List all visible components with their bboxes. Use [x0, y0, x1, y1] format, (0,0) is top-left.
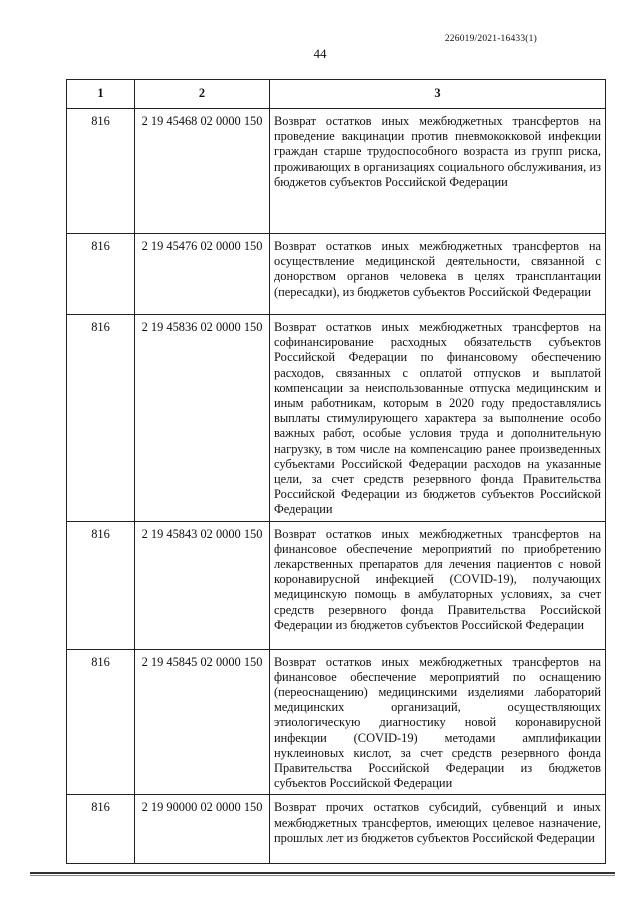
- scan-edge-line: [30, 875, 615, 876]
- column-header-1: 1: [67, 80, 135, 109]
- kbk-code-cell: 2 19 45845 02 0000 150: [135, 649, 270, 795]
- admin-code-cell: 816: [67, 234, 135, 315]
- kbk-code-cell: 2 19 90000 02 0000 150: [135, 795, 270, 864]
- document-id: 226019/2021-16433(1): [444, 34, 537, 44]
- admin-code-cell: 816: [67, 109, 135, 234]
- admin-code-cell: 816: [67, 521, 135, 649]
- description-cell: Возврат остатков иных межбюджетных трансфертов на осуществление медицинской деятельности, связанной с донорством органов человека в целях трансплантации (пересадки), из бюджетов субъектов Российской Федерации: [270, 234, 606, 315]
- scan-edge-line: [30, 872, 615, 874]
- description-cell: Возврат остатков иных межбюджетных трансфертов на проведение вакцинации против пневмококковой инфекции граждан старше трудоспособного возраста из групп риска, проживающих в организациях социального обслуживания, из бюджетов субъектов Российской Федерации: [270, 109, 606, 234]
- admin-code-cell: 816: [67, 649, 135, 795]
- kbk-code-cell: 2 19 45843 02 0000 150: [135, 521, 270, 649]
- table-row: [67, 315, 606, 522]
- table-header-row: [67, 80, 606, 109]
- kbk-code-cell: 2 19 45476 02 0000 150: [135, 234, 270, 315]
- description-cell: Возврат прочих остатков субсидий, субвенций и иных межбюджетных трансфертов, имеющих целевое назначение, прошлых лет из бюджетов субъектов Российской Федерации: [270, 795, 606, 864]
- admin-code-cell: 816: [67, 315, 135, 522]
- table-row: [67, 649, 606, 795]
- kbk-code-cell: 2 19 45468 02 0000 150: [135, 109, 270, 234]
- table-row: [67, 521, 606, 649]
- table-row: [67, 234, 606, 315]
- admin-code-cell: 816: [67, 795, 135, 864]
- table-row: [67, 109, 606, 234]
- description-cell: Возврат остатков иных межбюджетных трансфертов на финансовое обеспечение мероприятий по приобретению лекарственных препаратов для лечения пациентов с новой коронавирусной инфекцией (COVID-19), получающих медицинскую помощь в амбулаторных условиях, за счет средств резервного фонда Правительства Российской Федерации из бюджетов субъектов Российской Федерации: [270, 521, 606, 649]
- description-cell: Возврат остатков иных межбюджетных трансфертов на софинансирование расходных обязательств субъектов Российской Федерации по финансовому обеспечению расходов, связанных с оплатой отпусков и выплатой компенсации за неиспользованные отпуска медицинским и иным работникам, которым в 2020 году предоставлялись выплаты стимулирующего характера за выполнение особо важных работ, особые условия труда и дополнительную нагрузку, в том числе на компенсацию ранее произведенных субъектами Российской Федерации расходов на указанные цели, за счет средств резервного фонда Правительства Российской Федерации из бюджетов субъектов Российской Федерации: [270, 315, 606, 522]
- description-cell: Возврат остатков иных межбюджетных трансфертов на финансовое обеспечение мероприятий по оснащению (переоснащению) медицинскими изделиями лабораторий медицинских организаций, осуществляющих этиологическую диагностику новой коронавирусной инфекции (COVID-19) методами амплификации нуклеиновых кислот, за счет средств резервного фонда Правительства Российской Федерации из бюджетов субъектов Российской Федерации: [270, 649, 606, 795]
- budget-codes-table: [66, 79, 606, 864]
- kbk-code-cell: 2 19 45836 02 0000 150: [135, 315, 270, 522]
- table-row: [67, 795, 606, 864]
- page-number: 44: [313, 46, 327, 61]
- column-header-2: 2: [135, 80, 270, 109]
- column-header-3: 3: [270, 80, 606, 109]
